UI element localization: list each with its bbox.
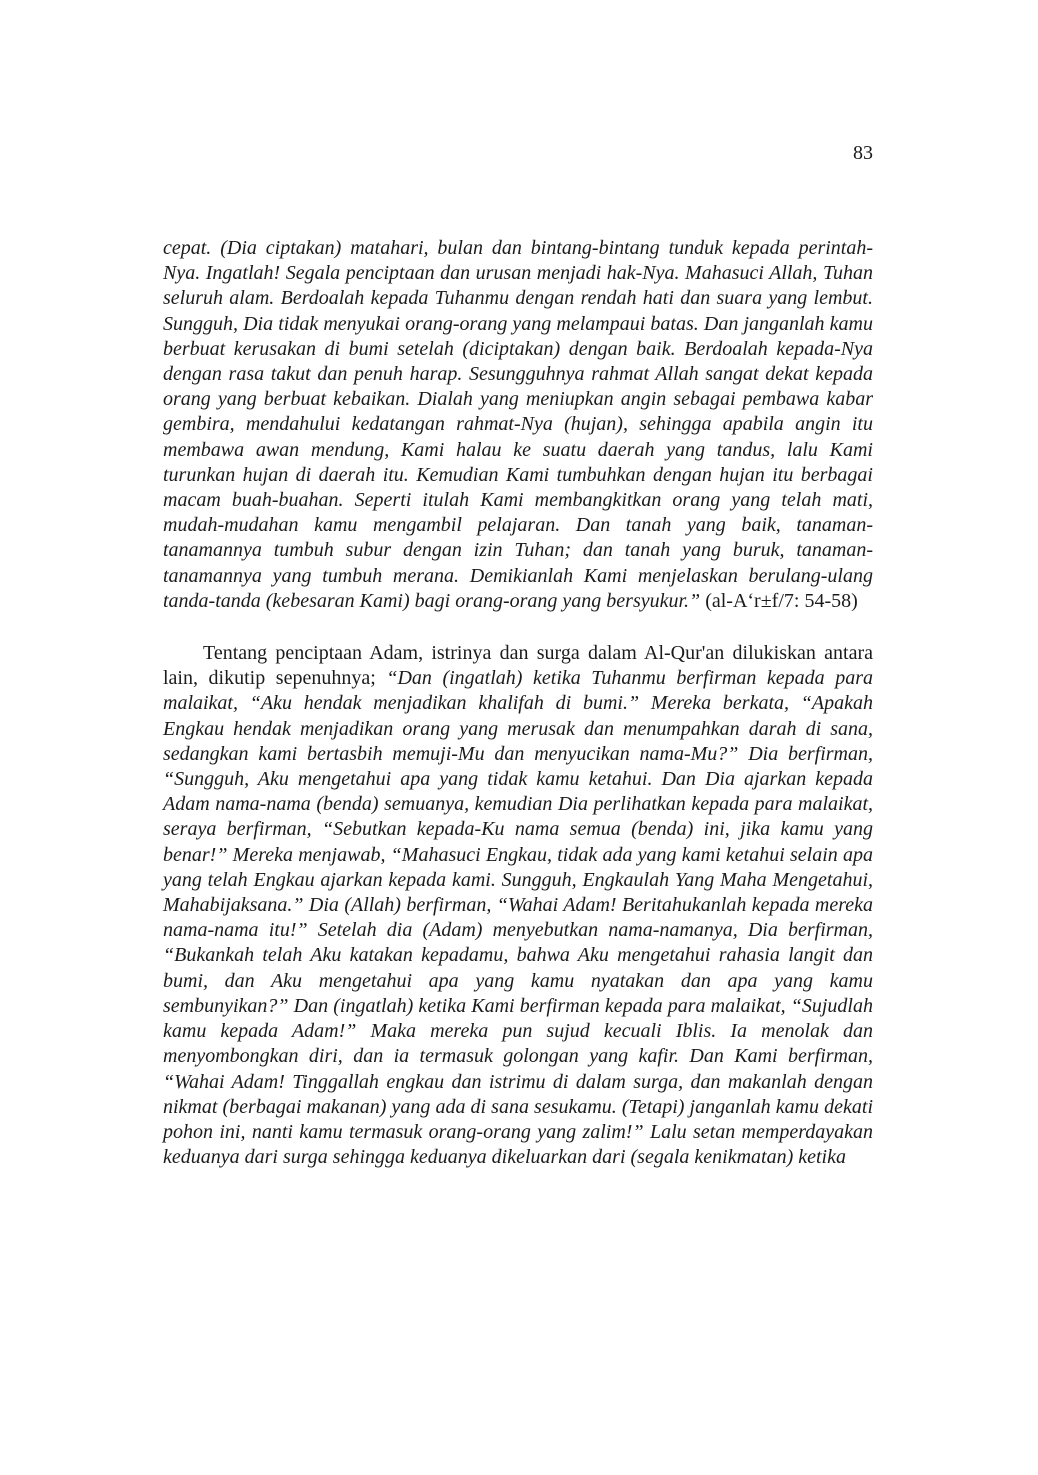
paragraph-quran-quote-al-araf — [163, 236, 873, 614]
page-number: 83 — [853, 142, 873, 164]
surah-citation: (al-A‘r±f/7: 54-58) — [705, 589, 858, 612]
paragraph-adam-creation — [163, 641, 873, 1170]
quote-text-italic: “Dan (ingatlah) ketika Tuhanmu berfirman kepada para malaikat, “Aku hendak menjadikan khalifah di bumi.” Mereka berkata, “Apakah Engkau hendak menjadikan orang yang merusak dan menumpahkan darah di sana, sedangkan kami bertasbih memuji-Mu dan menyucikan nama-Mu?” Dia berfirman, “Sungguh, Aku mengetahui apa yang tidak kamu ketahui. Dan Dia ajarkan kepada Adam nama-nama (benda) semuanya, kemudian Dia perlihatkan kepada para malaikat, seraya berfirman, “Sebutkan kepada-Ku nama semua (benda) ini, jika kamu yang benar!” Mereka menjawab, “Mahasuci Engkau, tidak ada yang kami ketahui selain apa yang telah Engkau ajarkan kepada kami. Sungguh, Engkaulah Yang Maha Mengetahui, Mahabijaksana.” Dia (Allah) berfirman, “Wahai Adam! Beritahukanlah kepada mereka nama-nama itu!” Setelah dia (Adam) menyebutkan nama-namanya, Dia berfirman, “Bukankah telah Aku katakan kepadamu, bahwa Aku mengetahui rahasia langit dan bumi, dan Aku mengetahui apa yang kamu nyatakan dan apa yang kamu sembunyikan?” Dan (ingatlah) ketika Kami berfirman kepada para malaikat, “Sujudlah kamu kepada Adam!” Maka mereka pun sujud kecuali Iblis. Ia menolak dan menyombongkan diri, dan ia termasuk golongan yang kafir. Dan Kami berfirman, “Wahai Adam! Tinggallah engkau dan istrimu di dalam surga, dan makanlah dengan nikmat (berbagai makanan) yang ada di sana sesukamu. (Tetapi) janganlah kamu dekati pohon ini, nanti kamu termasuk orang-orang yang zalim!” Lalu setan memperdayakan keduanya dari surga sehingga keduanya dikeluarkan dari (segala kenikmatan) ketika — [163, 667, 873, 1169]
quote-text-italic: cepat. (Dia ciptakan) matahari, bulan dan bintang-bintang tunduk kepada perintah-Nya. Ingatlah! Segala penciptaan dan urusan menjadi hak-Nya. Mahasuci Allah, Tuhan seluruh alam. Berdoalah kepada Tuhanmu dengan rendah hati dan suara yang lembut. Sungguh, Dia tidak menyukai orang-orang yang melampaui batas. Dan janganlah kamu berbuat kerusakan di bumi setelah (diciptakan) dengan baik. Berdoalah kepada-Nya dengan rasa takut dan penuh harap. Sesungguhnya rahmat Allah sangat dekat kepada orang yang berbuat kebaikan. Dialah yang meniupkan angin sebagai pembawa kabar gembira, mendahului kedatangan rahmat-Nya (hujan), sehingga apabila angin itu membawa awan mendung, Kami halau ke suatu daerah yang tandus, lalu Kami turunkan hujan di daerah itu. Kemudian Kami tumbuhkan dengan hujan itu berbagai macam buah-buahan. Seperti itulah Kami membangkitkan orang yang telah mati, mudah-mudahan kamu mengambil pelajaran. Dan tanah yang baik, tanaman-tanamannya tumbuh subur dengan izin Tuhan; dan tanah yang buruk, tanaman-tanamannya yang tumbuh merana. Demikianlah Kami menjelaskan berulang-ulang tanda-tanda (kebesaran Kami) bagi orang-orang yang bersyukur.” — [163, 237, 873, 612]
text-block — [163, 141, 873, 1170]
narrative-text-roman: Tentang penciptaan Adam, istrinya dan surga dalam Al-Qur'an dilukiskan antara lain, dikutip sepenuhnya; — [163, 642, 873, 690]
